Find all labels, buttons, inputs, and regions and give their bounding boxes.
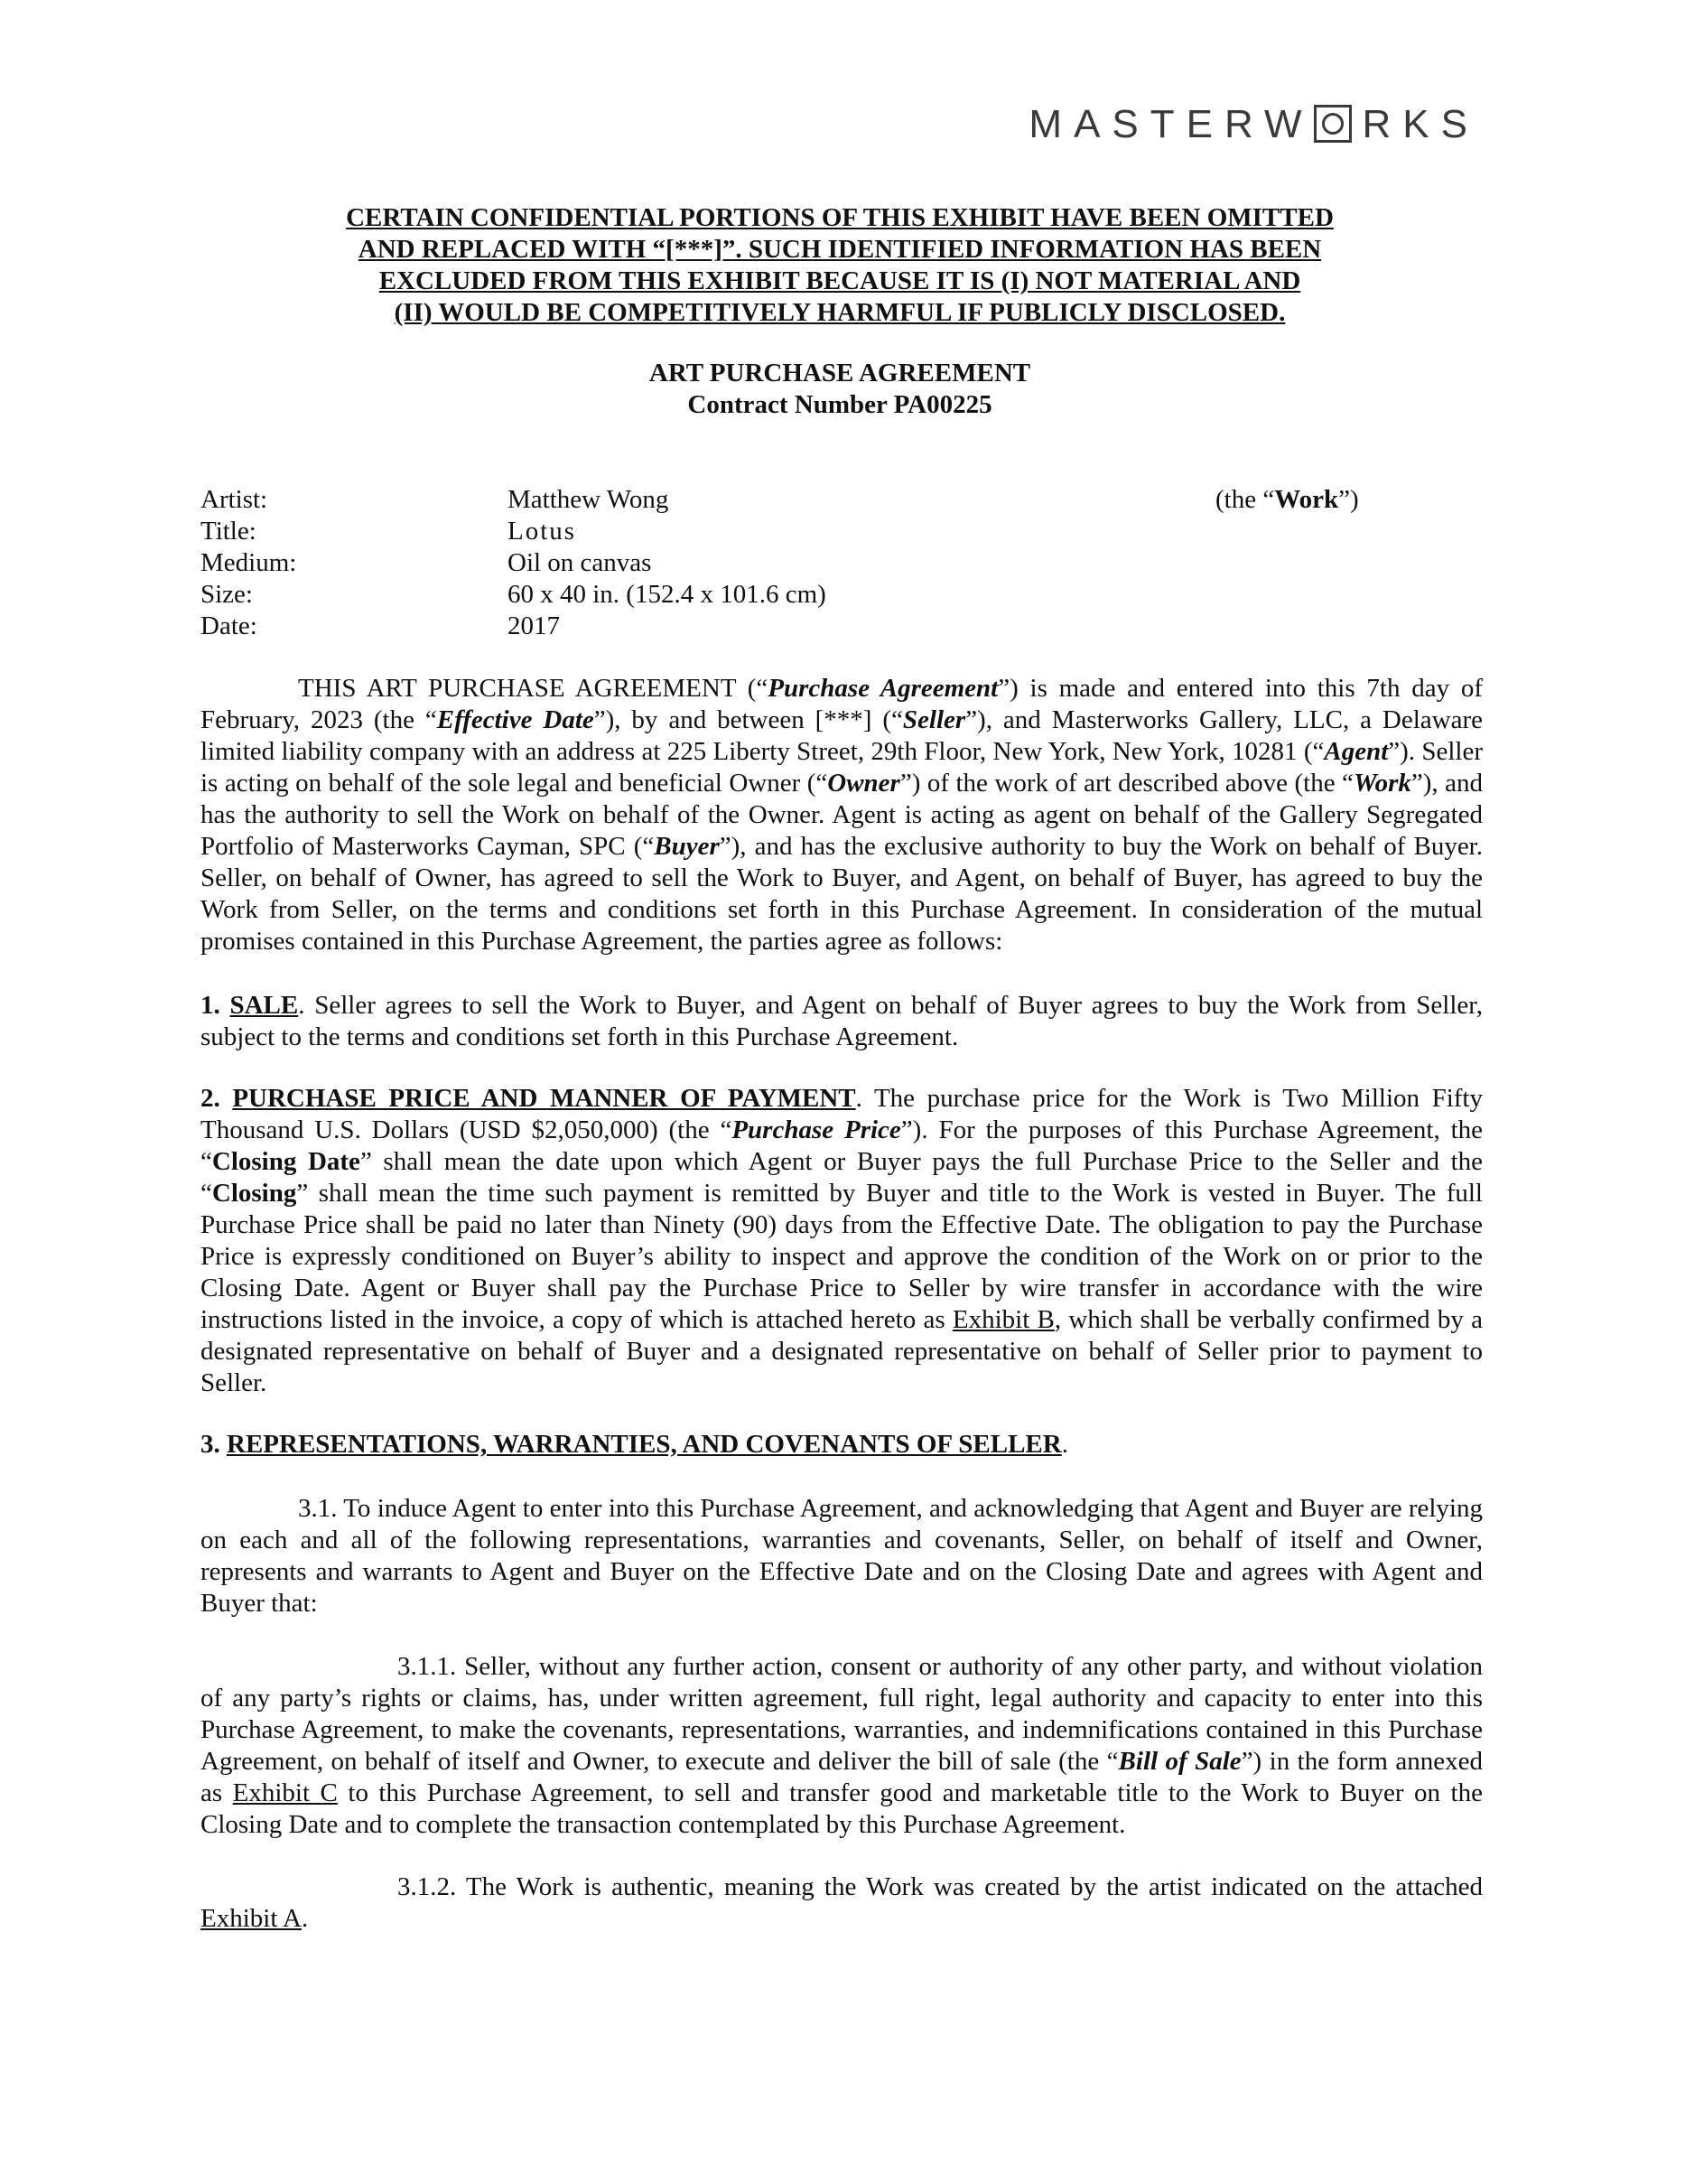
section-3-heading-block: 3. REPRESENTATIONS, WARRANTIES, AND COVENANTS OF SELLER. (200, 1430, 1068, 1459)
artist-label: Artist: (200, 485, 268, 514)
clause-3-1: 3.1. To induce Agent to enter into this Purchase Agreement, and acknowledging that Agent and Buyer are relying on each and all of the following representations, warranties and covenants, Seller, on behalf of itself and Owner, represents and warrants to Agent and Buyer on the Effective Date and on the Closing Date and agrees with Agent and Buyer that: (200, 1494, 1483, 1618)
document-title: ART PURCHASE AGREEMENT (648, 359, 1031, 387)
work-details (200, 484, 1483, 642)
exhibit-b-reference: Exhibit B (952, 1305, 1055, 1334)
section-1-sale: 1. SALE. Seller agrees to sell the Work to Buyer, and Agent on behalf of Buyer agrees to buy the Work from Seller, subject to the terms and conditions set forth in this Purchase Agreement. (200, 991, 1483, 1051)
logo-text-start: MASTERW (1029, 101, 1314, 146)
confidential-line-1: CERTAIN CONFIDENTIAL PORTIONS OF THIS EXHIBIT HAVE BEEN OMITTED (346, 203, 1334, 232)
title-label: Title: (200, 517, 256, 546)
section-3-heading: REPRESENTATIONS, WARRANTIES, AND COVENANTS OF SELLER (227, 1430, 1062, 1459)
size-row (200, 579, 1483, 611)
intro-paragraph: THIS ART PURCHASE AGREEMENT (“Purchase Agreement”) is made and entered into this 7th day of February, 2023 (the “Effective Date”), by and between [***] (“Seller”), and Masterworks Gallery, LLC, a Delaware limited liability company with an address at 225 Liberty Street, 29th Floor, New York, New York, 10281 (“Agent”). Seller is acting on behalf of the sole legal and beneficial Owner (“Owner”) of the work of art described above (the “Work”), and has the authority to sell the Work on behalf of the Owner. Agent is acting as agent on behalf of the Gallery Segregated Portfolio of Masterworks Cayman, SPC (“Buyer”), and has the exclusive authority to buy the Work on behalf of Buyer. Seller, on behalf of Owner, has agreed to sell the Work to Buyer, and Agent, on behalf of Buyer, has agreed to buy the Work from Seller, on the terms and conditions set forth in this Purchase Agreement. In consideration of the mutual promises contained in this Purchase Agreement, the parties agree as follows: (200, 674, 1484, 956)
size-label: Size: (200, 580, 253, 609)
date-label: Date: (200, 611, 257, 640)
clause-3-1-2: 3.1.2. The Work is authentic, meaning the Work was created by the artist indicated on the attached Exhibit A. (200, 1872, 1483, 1933)
medium-label: Medium: (200, 548, 297, 577)
section-1-heading: SALE (229, 991, 299, 1020)
masterworks-logo (1029, 101, 1479, 146)
medium-row (200, 547, 1483, 579)
exhibit-a-reference: Exhibit A (200, 1904, 302, 1933)
document-heading (181, 358, 1499, 421)
logo-text-end: RKS (1362, 101, 1479, 146)
artist-value: Matthew Wong (507, 485, 669, 514)
section-2-heading: PURCHASE PRICE AND MANNER OF PAYMENT (232, 1084, 856, 1113)
confidential-line-4: (II) WOULD BE COMPETITIVELY HARMFUL IF PUBLICLY DISCLOSED. (394, 298, 1286, 327)
confidential-line-3: EXCLUDED FROM THIS EXHIBIT BECAUSE IT IS (I) NOT MATERIAL AND (378, 266, 1301, 295)
confidential-line-2: AND REPLACED WITH “[***]”. SUCH IDENTIFIED INFORMATION HAS BEEN (358, 235, 1322, 264)
size-value: 60 x 40 in. (152.4 x 101.6 cm) (507, 580, 826, 609)
title-value: Lotus (507, 517, 577, 546)
confidential-notice (181, 202, 1499, 329)
exhibit-c-reference: Exhibit C (232, 1778, 338, 1807)
date-row (200, 611, 1483, 642)
work-definition: (the “Work”) (1215, 485, 1359, 514)
logo-o-square-icon (1314, 105, 1352, 143)
section-2-purchase-price: 2. PURCHASE PRICE AND MANNER OF PAYMENT. The purchase price for the Work is Two Million Fifty Thousand U.S. Dollars (USD $2,050,000) (the “Purchase Price”). For the purposes of this Purchase Agreement, the “Closing Date” shall mean the date upon which Agent or Buyer pays the full Purchase Price to the Seller and the “Closing” shall mean the time such payment is remitted by Buyer and title to the Work is vested in Buyer. The full Purchase Price shall be paid no later than Ninety (90) days from the Effective Date. The obligation to pay the Purchase Price is expressly conditioned on Buyer’s ability to inspect and approve the condition of the Work on or prior to the Closing Date. Agent or Buyer shall pay the Purchase Price to Seller by wire transfer in accordance with the wire instructions listed in the invoice, a copy of which is attached hereto as Exhibit B, which shall be verbally confirmed by a designated representative on behalf of Buyer and a designated representative on behalf of Seller prior to payment to Seller. (200, 1084, 1483, 1397)
title-row (200, 516, 1483, 547)
contract-number: Contract Number PA00225 (687, 390, 992, 419)
clause-3-1-1: 3.1.1. Seller, without any further action, consent or authority of any other party, and without violation of any party’s rights or claims, has, under written agreement, full right, legal authority and capacity to enter into this Purchase Agreement, to make the covenants, representations, warranties, and indemnifications contained in this Purchase Agreement, on behalf of itself and Owner, to execute and deliver the bill of sale (the “Bill of Sale”) in the form annexed as Exhibit C to this Purchase Agreement, to sell and transfer good and marketable title to the Work to Buyer on the Closing Date and to complete the transaction contemplated by this Purchase Agreement. (200, 1652, 1483, 1839)
date-value: 2017 (507, 611, 560, 640)
medium-value: Oil on canvas (507, 548, 652, 577)
artist-row (200, 484, 1483, 516)
